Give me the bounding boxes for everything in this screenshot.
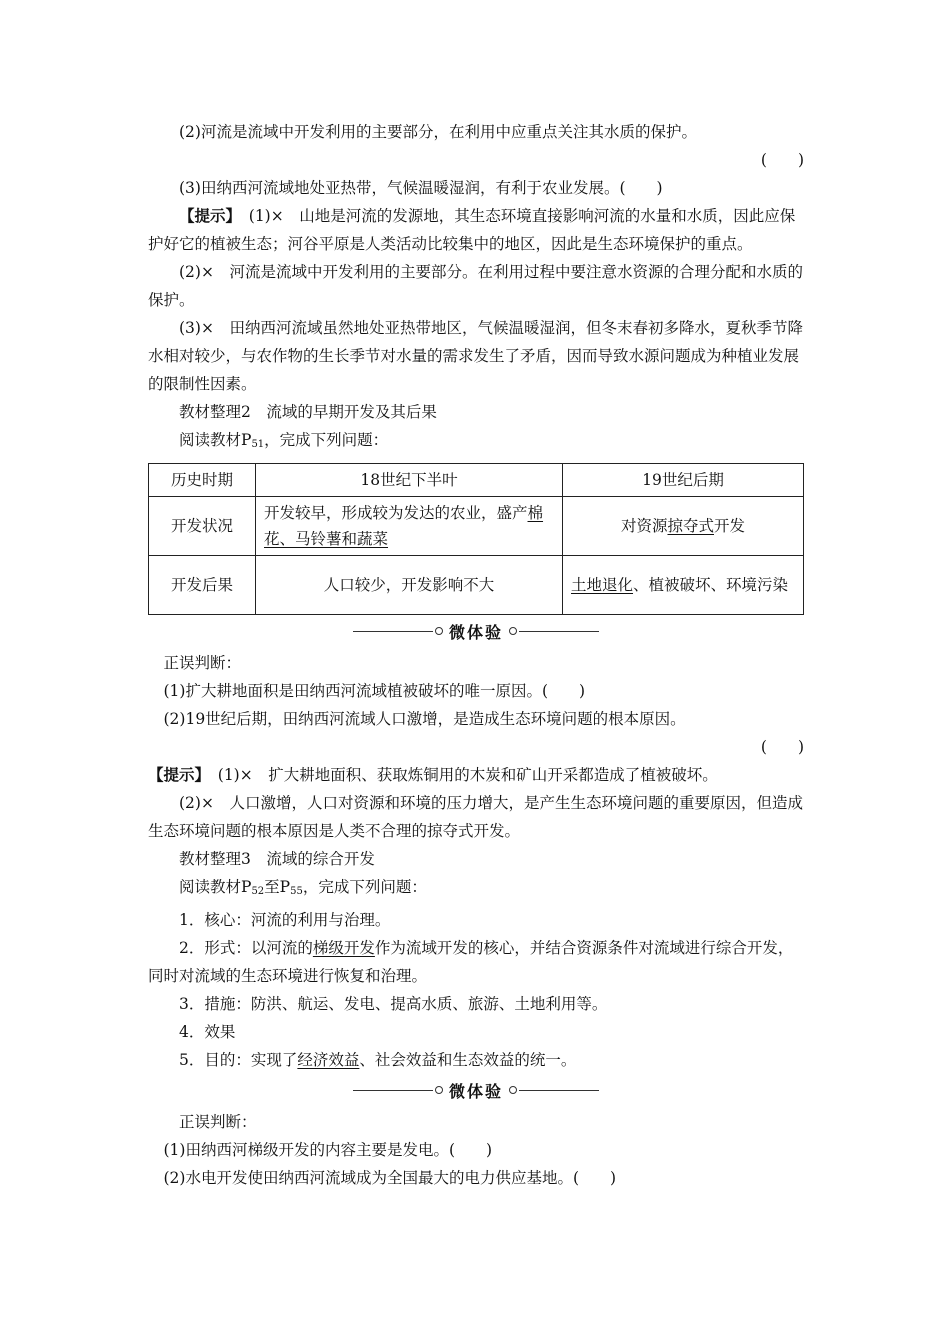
q2-s1: (2)河流是流域中开发利用的主要部分，在利用中应重点关注其水质的保护。 (179, 123, 697, 141)
section-heading-3: 教材整理3 流域的综合开发 (179, 850, 375, 868)
q1-s3: (1)扩大耕地面积是田纳西河流域植被破坏的唯一原因。( ) (163, 682, 586, 700)
table-row (149, 556, 804, 615)
tip-label: 【提示】 (148, 765, 203, 784)
list-item: 4．效果 (179, 1023, 236, 1041)
q3-s1: (3)田纳西河流域地处亚热带，气候温暖湿润，有利于农业发展。( ) (179, 179, 663, 197)
answer-paren: ( ) (760, 151, 804, 169)
read-instruction-2: 阅读教材$P_{51}$，完成下列问题： (179, 431, 389, 450)
q2-s5: (2)水电开发使田纳西河流域成为全国最大的电力供应基地。( ) (163, 1169, 617, 1187)
section-heading-2: 教材整理2 流域的早期开发及其后果 (179, 403, 437, 421)
tip-1 (148, 202, 804, 258)
list-item: 2．形式：以河流的梯级开发作为流域开发的核心，并结合资源条件对流域进行综合开发，同时对流域的生态环境进行恢复和治理。 (148, 939, 794, 985)
tip-answer-2: (2)× 河流是流域中开发利用的主要部分。在利用过程中要注意水资源的合理分配和水质的保护。 (148, 263, 803, 309)
q1-s5: (1)田纳西河梯级开发的内容主要是发电。( ) (163, 1141, 493, 1159)
table-cell: 土地退化、植被破坏、环境污染 (563, 556, 804, 615)
table-header: 历史时期 (149, 464, 256, 497)
table-cell: 人口较少，开发影响不大 (256, 556, 563, 615)
table-row (149, 497, 804, 556)
divider-label: 微体验 (448, 1081, 503, 1101)
tip-answer-2: (2)× 人口激增，人口对资源和环境的压力增大，是产生生态环境问题的重要原因，但造成生态环境问题的根本原因是人类不合理的掠夺式开发。 (148, 794, 803, 840)
table-header-row (149, 464, 804, 497)
row-label: 开发状况 (149, 497, 256, 556)
row-label: 开发后果 (149, 556, 256, 615)
tip-answer-3: (3)× 田纳西河流域虽然地处亚热带地区，气候温暖湿润，但冬末春初多降水，夏秋季节降水相对较少，与农作物的生长季节对水量的需求发生了矛盾，因而导致水源问题成为种植业发展的限制性因素。 (148, 319, 803, 393)
section-divider (148, 619, 804, 643)
divider-label: 微体验 (448, 622, 503, 642)
judge-label: 正误判断： (179, 1113, 257, 1131)
table-header: 18世纪下半叶 (256, 464, 563, 497)
judge-label: 正误判断： (163, 654, 242, 672)
tip-label: 【提示】 (179, 206, 234, 225)
q2-s3: (2)19世纪后期，田纳西河流域人口激增，是造成生态环境问题的根本原因。 (163, 710, 686, 728)
tip-answer-1: (1)× 山地是河流的发源地，其生态环境直接影响河流的水量和水质，因此应保护好它的植被生态；河谷平原是人类活动比较集中的地区，因此是生态环境保护的重点。 (148, 207, 796, 253)
read-instruction-3: 阅读教材$P_{52}$至$P_{55}$，完成下列问题： (179, 878, 427, 897)
document-page (148, 112, 804, 1192)
list-item: 3．措施：防洪、航运、发电、提高水质、旅游、土地利用等。 (179, 995, 608, 1013)
answer-paren: ( ) (760, 738, 804, 756)
list-item: 1．核心：河流的利用与治理。 (179, 911, 391, 929)
table-header: 19世纪后期 (563, 464, 804, 497)
section-divider (148, 1078, 804, 1102)
tip-answer-1: (1)× 扩大耕地面积、获取炼铜用的木炭和矿山开采都造成了植被破坏。 (202, 766, 718, 784)
development-table (148, 463, 804, 615)
tip-2 (148, 761, 804, 789)
table-cell: 对资源掠夺式开发 (563, 497, 804, 556)
list-item: 5．目的：实现了经济效益、社会效益和生态效益的统一。 (179, 1051, 577, 1069)
table-cell: 开发较早，形成较为发达的农业，盛产棉花、马铃薯和蔬菜 (256, 497, 563, 556)
